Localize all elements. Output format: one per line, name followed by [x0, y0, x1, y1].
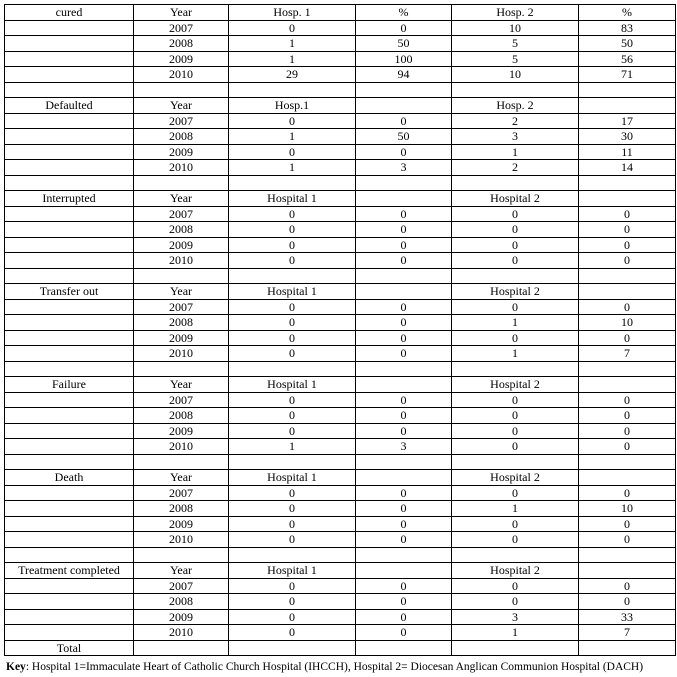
section-label: Defaulted [5, 98, 134, 114]
empty-cell [134, 547, 229, 563]
hospital-1-count: 0 [229, 330, 356, 346]
empty-cell [5, 253, 134, 269]
table-row [5, 501, 676, 517]
empty-cell [5, 222, 134, 238]
hospital-2-percent-header [579, 470, 676, 486]
year-cell: 2009 [134, 144, 229, 160]
hospital-2-count: 0 [452, 253, 579, 269]
table-row [5, 20, 676, 36]
hospital-2-percent: 0 [579, 408, 676, 424]
hospital-2-percent: 0 [579, 253, 676, 269]
hospital-1-count: 0 [229, 237, 356, 253]
hospital-1-count: 0 [229, 578, 356, 594]
hospital-2-percent-header [579, 563, 676, 579]
table-row [5, 144, 676, 160]
hospital-2-count: 1 [452, 501, 579, 517]
empty-cell [356, 175, 452, 191]
hospital-2-count: 0 [452, 299, 579, 315]
year-header: Year [134, 470, 229, 486]
spacer-row [5, 175, 676, 191]
table-row [5, 578, 676, 594]
table-row [5, 160, 676, 176]
empty-cell [5, 408, 134, 424]
empty-cell [229, 640, 356, 656]
hospital-1-percent: 0 [356, 578, 452, 594]
empty-cell [5, 330, 134, 346]
hospital-2-count: 0 [452, 485, 579, 501]
table-row [5, 67, 676, 83]
empty-cell [452, 640, 579, 656]
empty-cell [229, 454, 356, 470]
hospital-1-count: 0 [229, 206, 356, 222]
table-key [6, 661, 643, 673]
hospital-1-percent: 0 [356, 532, 452, 548]
year-cell: 2009 [134, 609, 229, 625]
hospital-1-percent: 0 [356, 113, 452, 129]
empty-cell [5, 113, 134, 129]
section-header-row [5, 98, 676, 114]
year-header: Year [134, 5, 229, 21]
hospital-2-count: 0 [452, 222, 579, 238]
hospital-2-count: 1 [452, 346, 579, 362]
hospital-2-percent-header [579, 284, 676, 300]
table-body [5, 5, 676, 656]
hospital-2-count: 0 [452, 330, 579, 346]
year-cell: 2008 [134, 408, 229, 424]
hospital-1-count: 0 [229, 222, 356, 238]
hospital-2-percent-header [579, 377, 676, 393]
hospital-2-count: 10 [452, 67, 579, 83]
table-row [5, 222, 676, 238]
hospital-2-percent: 83 [579, 20, 676, 36]
empty-cell [579, 82, 676, 98]
section-label: Failure [5, 377, 134, 393]
year-cell: 2008 [134, 501, 229, 517]
empty-cell [356, 361, 452, 377]
section-label: Treatment completed [5, 563, 134, 579]
year-cell: 2010 [134, 253, 229, 269]
hospital-1-percent: 0 [356, 237, 452, 253]
hospital-2-count: 0 [452, 237, 579, 253]
empty-cell [5, 82, 134, 98]
empty-cell [579, 175, 676, 191]
hospital-1-count: 0 [229, 20, 356, 36]
hospital-2-header: Hospital 2 [452, 284, 579, 300]
hospital-2-percent: 7 [579, 625, 676, 641]
hospital-2-count: 0 [452, 516, 579, 532]
table-row [5, 609, 676, 625]
section-header-row [5, 377, 676, 393]
year-cell: 2008 [134, 315, 229, 331]
section-label: Transfer out [5, 284, 134, 300]
empty-cell [5, 423, 134, 439]
table-row [5, 237, 676, 253]
table-row [5, 392, 676, 408]
empty-cell [452, 82, 579, 98]
hospital-2-percent: 30 [579, 129, 676, 145]
hospital-1-header: Hosp. 1 [229, 5, 356, 21]
section-header-row [5, 563, 676, 579]
year-header: Year [134, 563, 229, 579]
hospital-1-percent: 0 [356, 501, 452, 517]
empty-cell [5, 578, 134, 594]
year-header: Year [134, 377, 229, 393]
empty-cell [356, 547, 452, 563]
empty-cell [229, 547, 356, 563]
empty-cell [229, 82, 356, 98]
hospital-2-count: 3 [452, 129, 579, 145]
spacer-row [5, 454, 676, 470]
hospital-1-count: 0 [229, 392, 356, 408]
hospital-2-count: 0 [452, 392, 579, 408]
hospital-1-count: 0 [229, 144, 356, 160]
table-row [5, 299, 676, 315]
hospital-1-percent: 0 [356, 392, 452, 408]
key-prefix: Key [6, 661, 26, 673]
table-row [5, 206, 676, 222]
hospital-1-percent: 0 [356, 485, 452, 501]
hospital-1-header: Hospital 1 [229, 563, 356, 579]
hospital-2-percent-header [579, 98, 676, 114]
year-cell: 2007 [134, 299, 229, 315]
hospital-1-percent: 0 [356, 315, 452, 331]
empty-cell [5, 206, 134, 222]
empty-cell [5, 609, 134, 625]
hospital-2-header: Hosp. 2 [452, 5, 579, 21]
empty-cell [5, 268, 134, 284]
hospital-2-count: 1 [452, 144, 579, 160]
year-cell: 2007 [134, 113, 229, 129]
hospital-2-percent: 0 [579, 423, 676, 439]
hospital-1-percent: 3 [356, 439, 452, 455]
section-header-row [5, 5, 676, 21]
empty-cell [229, 175, 356, 191]
empty-cell [5, 346, 134, 362]
table-row [5, 423, 676, 439]
hospital-1-percent: 3 [356, 160, 452, 176]
spacer-row [5, 547, 676, 563]
empty-cell [5, 361, 134, 377]
hospital-2-percent: 0 [579, 299, 676, 315]
empty-cell [5, 594, 134, 610]
empty-cell [452, 175, 579, 191]
section-label: Death [5, 470, 134, 486]
year-cell: 2009 [134, 330, 229, 346]
hospital-1-count: 0 [229, 594, 356, 610]
empty-cell [452, 268, 579, 284]
empty-cell [5, 51, 134, 67]
hospital-2-percent: 50 [579, 36, 676, 52]
hospital-2-count: 3 [452, 609, 579, 625]
hospital-1-count: 0 [229, 315, 356, 331]
hospital-2-percent: 0 [579, 485, 676, 501]
hospital-2-count: 1 [452, 625, 579, 641]
empty-cell [5, 392, 134, 408]
year-cell: 2010 [134, 625, 229, 641]
empty-cell [356, 454, 452, 470]
section-label: cured [5, 5, 134, 21]
year-cell: 2007 [134, 206, 229, 222]
empty-cell [5, 299, 134, 315]
spacer-row [5, 82, 676, 98]
hospital-1-count: 0 [229, 253, 356, 269]
table-row [5, 51, 676, 67]
hospital-2-percent: 0 [579, 439, 676, 455]
year-cell: 2009 [134, 516, 229, 532]
hospital-1-count: 0 [229, 532, 356, 548]
hospital-1-count: 1 [229, 129, 356, 145]
hospital-2-header: Hospital 2 [452, 377, 579, 393]
empty-cell [579, 454, 676, 470]
hospital-1-percent: 0 [356, 20, 452, 36]
table-row [5, 516, 676, 532]
hospital-2-header: Hospital 2 [452, 191, 579, 207]
hospital-1-percent-header [356, 470, 452, 486]
year-cell: 2010 [134, 532, 229, 548]
hospital-2-percent: 0 [579, 516, 676, 532]
empty-cell [452, 547, 579, 563]
hospital-1-count: 0 [229, 408, 356, 424]
hospital-1-header: Hosp.1 [229, 98, 356, 114]
year-cell: 2009 [134, 237, 229, 253]
spacer-row [5, 268, 676, 284]
total-label: Total [5, 640, 134, 656]
year-cell: 2010 [134, 439, 229, 455]
empty-cell [5, 129, 134, 145]
hospital-1-header: Hospital 1 [229, 377, 356, 393]
hospital-2-percent: 14 [579, 160, 676, 176]
hospital-2-percent: 0 [579, 222, 676, 238]
hospital-1-percent: 100 [356, 51, 452, 67]
hospital-1-header: Hospital 1 [229, 284, 356, 300]
total-row [5, 640, 676, 656]
table-row [5, 625, 676, 641]
hospital-1-count: 1 [229, 51, 356, 67]
year-cell: 2010 [134, 160, 229, 176]
hospital-1-percent-header [356, 191, 452, 207]
hospital-1-percent: 0 [356, 408, 452, 424]
empty-cell [134, 640, 229, 656]
empty-cell [5, 175, 134, 191]
hospital-2-count: 1 [452, 315, 579, 331]
hospital-1-percent: 0 [356, 330, 452, 346]
section-header-row [5, 191, 676, 207]
empty-cell [5, 625, 134, 641]
hospital-1-percent: 0 [356, 516, 452, 532]
hospital-1-percent: 0 [356, 609, 452, 625]
empty-cell [5, 20, 134, 36]
hospital-2-percent: 0 [579, 330, 676, 346]
hospital-2-percent: 11 [579, 144, 676, 160]
hospital-1-percent: 94 [356, 67, 452, 83]
empty-cell [356, 268, 452, 284]
hospital-2-count: 5 [452, 51, 579, 67]
hospital-1-percent: 0 [356, 594, 452, 610]
hospital-2-percent: 0 [579, 532, 676, 548]
year-cell: 2009 [134, 423, 229, 439]
hospital-2-header: Hosp. 2 [452, 98, 579, 114]
year-header: Year [134, 191, 229, 207]
year-cell: 2008 [134, 222, 229, 238]
table-row [5, 485, 676, 501]
hospital-2-count: 5 [452, 36, 579, 52]
hospital-2-count: 0 [452, 206, 579, 222]
hospital-1-count: 1 [229, 36, 356, 52]
hospital-1-percent-header: % [356, 5, 452, 21]
empty-cell [134, 268, 229, 284]
hospital-1-percent-header [356, 563, 452, 579]
hospital-1-percent: 0 [356, 299, 452, 315]
hospital-2-header: Hospital 2 [452, 563, 579, 579]
hospital-1-percent-header [356, 284, 452, 300]
hospital-2-percent: 0 [579, 237, 676, 253]
hospital-2-percent: 10 [579, 501, 676, 517]
hospital-1-count: 1 [229, 439, 356, 455]
empty-cell [5, 439, 134, 455]
hospital-2-count: 0 [452, 594, 579, 610]
empty-cell [356, 640, 452, 656]
year-cell: 2010 [134, 346, 229, 362]
hospital-2-percent-header: % [579, 5, 676, 21]
table-row [5, 594, 676, 610]
table-row [5, 315, 676, 331]
hospital-1-count: 0 [229, 516, 356, 532]
table-row [5, 408, 676, 424]
empty-cell [579, 640, 676, 656]
empty-cell [134, 454, 229, 470]
hospital-1-count: 0 [229, 625, 356, 641]
empty-cell [229, 268, 356, 284]
hospital-2-percent: 56 [579, 51, 676, 67]
hospital-1-count: 0 [229, 609, 356, 625]
hospital-1-percent: 0 [356, 625, 452, 641]
hospital-2-percent: 33 [579, 609, 676, 625]
empty-cell [5, 501, 134, 517]
table-row [5, 129, 676, 145]
year-cell: 2007 [134, 485, 229, 501]
year-cell: 2008 [134, 36, 229, 52]
hospital-2-percent: 7 [579, 346, 676, 362]
hospital-1-count: 0 [229, 501, 356, 517]
empty-cell [134, 361, 229, 377]
hospital-2-percent: 0 [579, 206, 676, 222]
empty-cell [5, 516, 134, 532]
hospital-1-count: 29 [229, 67, 356, 83]
empty-cell [5, 237, 134, 253]
empty-cell [452, 454, 579, 470]
outcomes-table [4, 4, 676, 656]
section-label: Interrupted [5, 191, 134, 207]
empty-cell [5, 454, 134, 470]
empty-cell [5, 315, 134, 331]
hospital-1-percent: 0 [356, 253, 452, 269]
hospital-1-percent: 0 [356, 346, 452, 362]
table-row [5, 330, 676, 346]
hospital-1-percent: 50 [356, 129, 452, 145]
empty-cell [356, 82, 452, 98]
empty-cell [579, 547, 676, 563]
empty-cell [5, 160, 134, 176]
empty-cell [134, 175, 229, 191]
hospital-1-count: 0 [229, 346, 356, 362]
hospital-1-count: 0 [229, 423, 356, 439]
empty-cell [5, 36, 134, 52]
hospital-1-header: Hospital 1 [229, 191, 356, 207]
empty-cell [452, 361, 579, 377]
hospital-2-percent: 0 [579, 578, 676, 594]
empty-cell [5, 547, 134, 563]
table-row [5, 36, 676, 52]
year-cell: 2008 [134, 594, 229, 610]
hospital-2-count: 0 [452, 439, 579, 455]
year-header: Year [134, 98, 229, 114]
table-row [5, 439, 676, 455]
empty-cell [5, 532, 134, 548]
year-cell: 2009 [134, 51, 229, 67]
hospital-1-count: 0 [229, 113, 356, 129]
spacer-row [5, 361, 676, 377]
hospital-2-percent: 10 [579, 315, 676, 331]
hospital-1-percent: 50 [356, 36, 452, 52]
hospital-2-percent-header [579, 191, 676, 207]
hospital-1-percent: 0 [356, 222, 452, 238]
hospital-2-percent: 0 [579, 392, 676, 408]
hospital-2-count: 0 [452, 532, 579, 548]
year-cell: 2007 [134, 578, 229, 594]
empty-cell [5, 67, 134, 83]
hospital-1-count: 0 [229, 485, 356, 501]
hospital-1-percent: 0 [356, 206, 452, 222]
table-row [5, 113, 676, 129]
empty-cell [5, 485, 134, 501]
year-header: Year [134, 284, 229, 300]
hospital-2-count: 0 [452, 423, 579, 439]
hospital-2-count: 2 [452, 160, 579, 176]
table-row [5, 346, 676, 362]
key-text: : Hospital 1=Immaculate Heart of Catholic Church Hospital (IHCCH), Hospital 2= Diocesan Anglican Communion Hospital (DACH) [25, 661, 644, 673]
hospital-2-header: Hospital 2 [452, 470, 579, 486]
table-row [5, 253, 676, 269]
hospital-2-count: 2 [452, 113, 579, 129]
hospital-2-count: 0 [452, 578, 579, 594]
hospital-2-count: 10 [452, 20, 579, 36]
empty-cell [229, 361, 356, 377]
empty-cell [5, 144, 134, 160]
table-row [5, 532, 676, 548]
hospital-1-count: 1 [229, 160, 356, 176]
empty-cell [579, 361, 676, 377]
section-header-row [5, 284, 676, 300]
hospital-2-count: 0 [452, 408, 579, 424]
hospital-2-percent: 0 [579, 594, 676, 610]
hospital-1-header: Hospital 1 [229, 470, 356, 486]
hospital-1-percent-header [356, 98, 452, 114]
hospital-1-percent: 0 [356, 144, 452, 160]
hospital-2-percent: 71 [579, 67, 676, 83]
hospital-1-count: 0 [229, 299, 356, 315]
year-cell: 2008 [134, 129, 229, 145]
empty-cell [579, 268, 676, 284]
year-cell: 2007 [134, 20, 229, 36]
section-header-row [5, 470, 676, 486]
hospital-1-percent: 0 [356, 423, 452, 439]
hospital-2-percent: 17 [579, 113, 676, 129]
year-cell: 2010 [134, 67, 229, 83]
empty-cell [134, 82, 229, 98]
year-cell: 2007 [134, 392, 229, 408]
hospital-1-percent-header [356, 377, 452, 393]
